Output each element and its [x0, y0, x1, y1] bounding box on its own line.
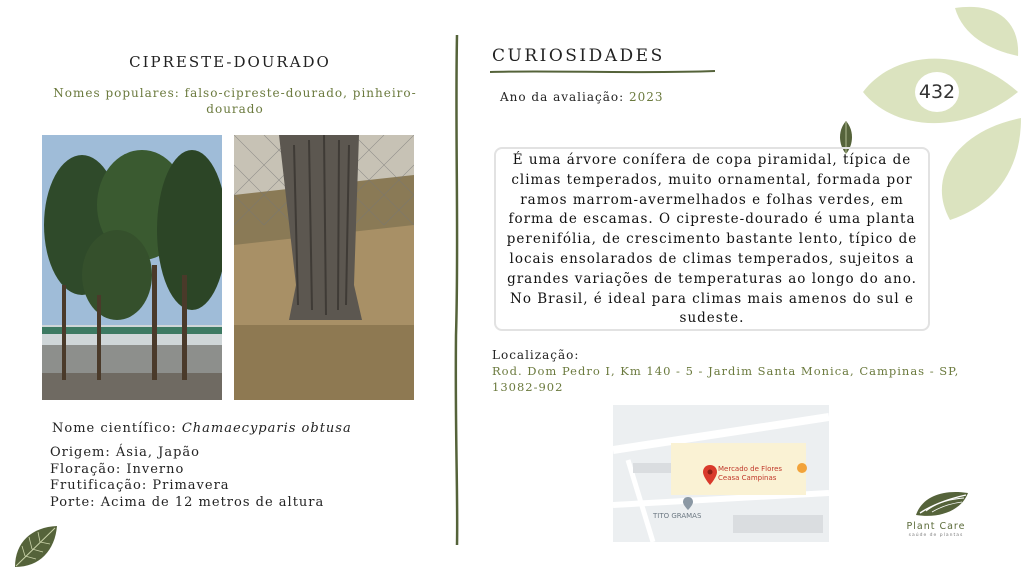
place-pin-icon — [683, 497, 693, 510]
brand-name: Plant Care — [906, 521, 966, 532]
description-box: É uma árvore conífera de copa piramidal, típica de climas temperados, muito ornamental, formada por ramos marrom-avermelhados e folhas verdes, em forma de escamas. O cipreste-dourado é uma planta perenifólia, de crescimento bastante lento, típico de locais ensolarados de climas temperados, sujeitos a grandes variações de temperaturas ao longo do ano. No Brasil, é ideal para climas mais amenos do sul e sudeste. — [494, 147, 930, 331]
location-address: Rod. Dom Pedro I, Km 140 - 5 - Jardim Santa Monica, Campinas - SP, 13082-902 — [492, 364, 960, 394]
plant-facts — [50, 445, 324, 511]
size: Porte: Acima de 12 metros de altura — [50, 494, 325, 510]
plant-name: CIPRESTE-DOURADO — [129, 53, 331, 71]
brand-tagline: saúde de plantas — [908, 533, 964, 538]
year-label: Ano da avaliação: — [500, 90, 625, 104]
year-value: 2023 — [628, 90, 664, 104]
trunk-photo — [234, 135, 414, 400]
origin: Origem: Ásia, Japão — [50, 445, 200, 460]
section-title: CURIOSIDADES — [492, 46, 665, 66]
title-underline — [490, 69, 715, 75]
place-label: TITO GRAMAS — [653, 512, 702, 520]
location-label: Localização: — [492, 348, 580, 362]
location-map[interactable] — [613, 405, 829, 542]
fruiting: Frutificação: Primavera — [50, 478, 230, 493]
popular-names: Nomes populares: falso-cipreste-dourado, pinheiro-dourado — [53, 86, 417, 116]
evaluation-year — [500, 90, 664, 104]
tree-photo — [42, 135, 222, 400]
brand-logo-icon — [914, 487, 970, 519]
vertical-divider — [452, 35, 462, 545]
flowering: Floração: Inverno — [50, 461, 185, 477]
map-pin-icon — [703, 465, 717, 485]
map-pin-label: Mercado de Flores Ceasa Campinas — [718, 465, 783, 482]
scientific-label: Nome científico: — [52, 421, 177, 436]
scientific-name: Chamaecyparis obtusa — [181, 421, 352, 436]
page-number-badge: 432 — [915, 72, 959, 112]
scientific-name-row — [52, 421, 352, 436]
leaf-icon — [10, 522, 60, 572]
